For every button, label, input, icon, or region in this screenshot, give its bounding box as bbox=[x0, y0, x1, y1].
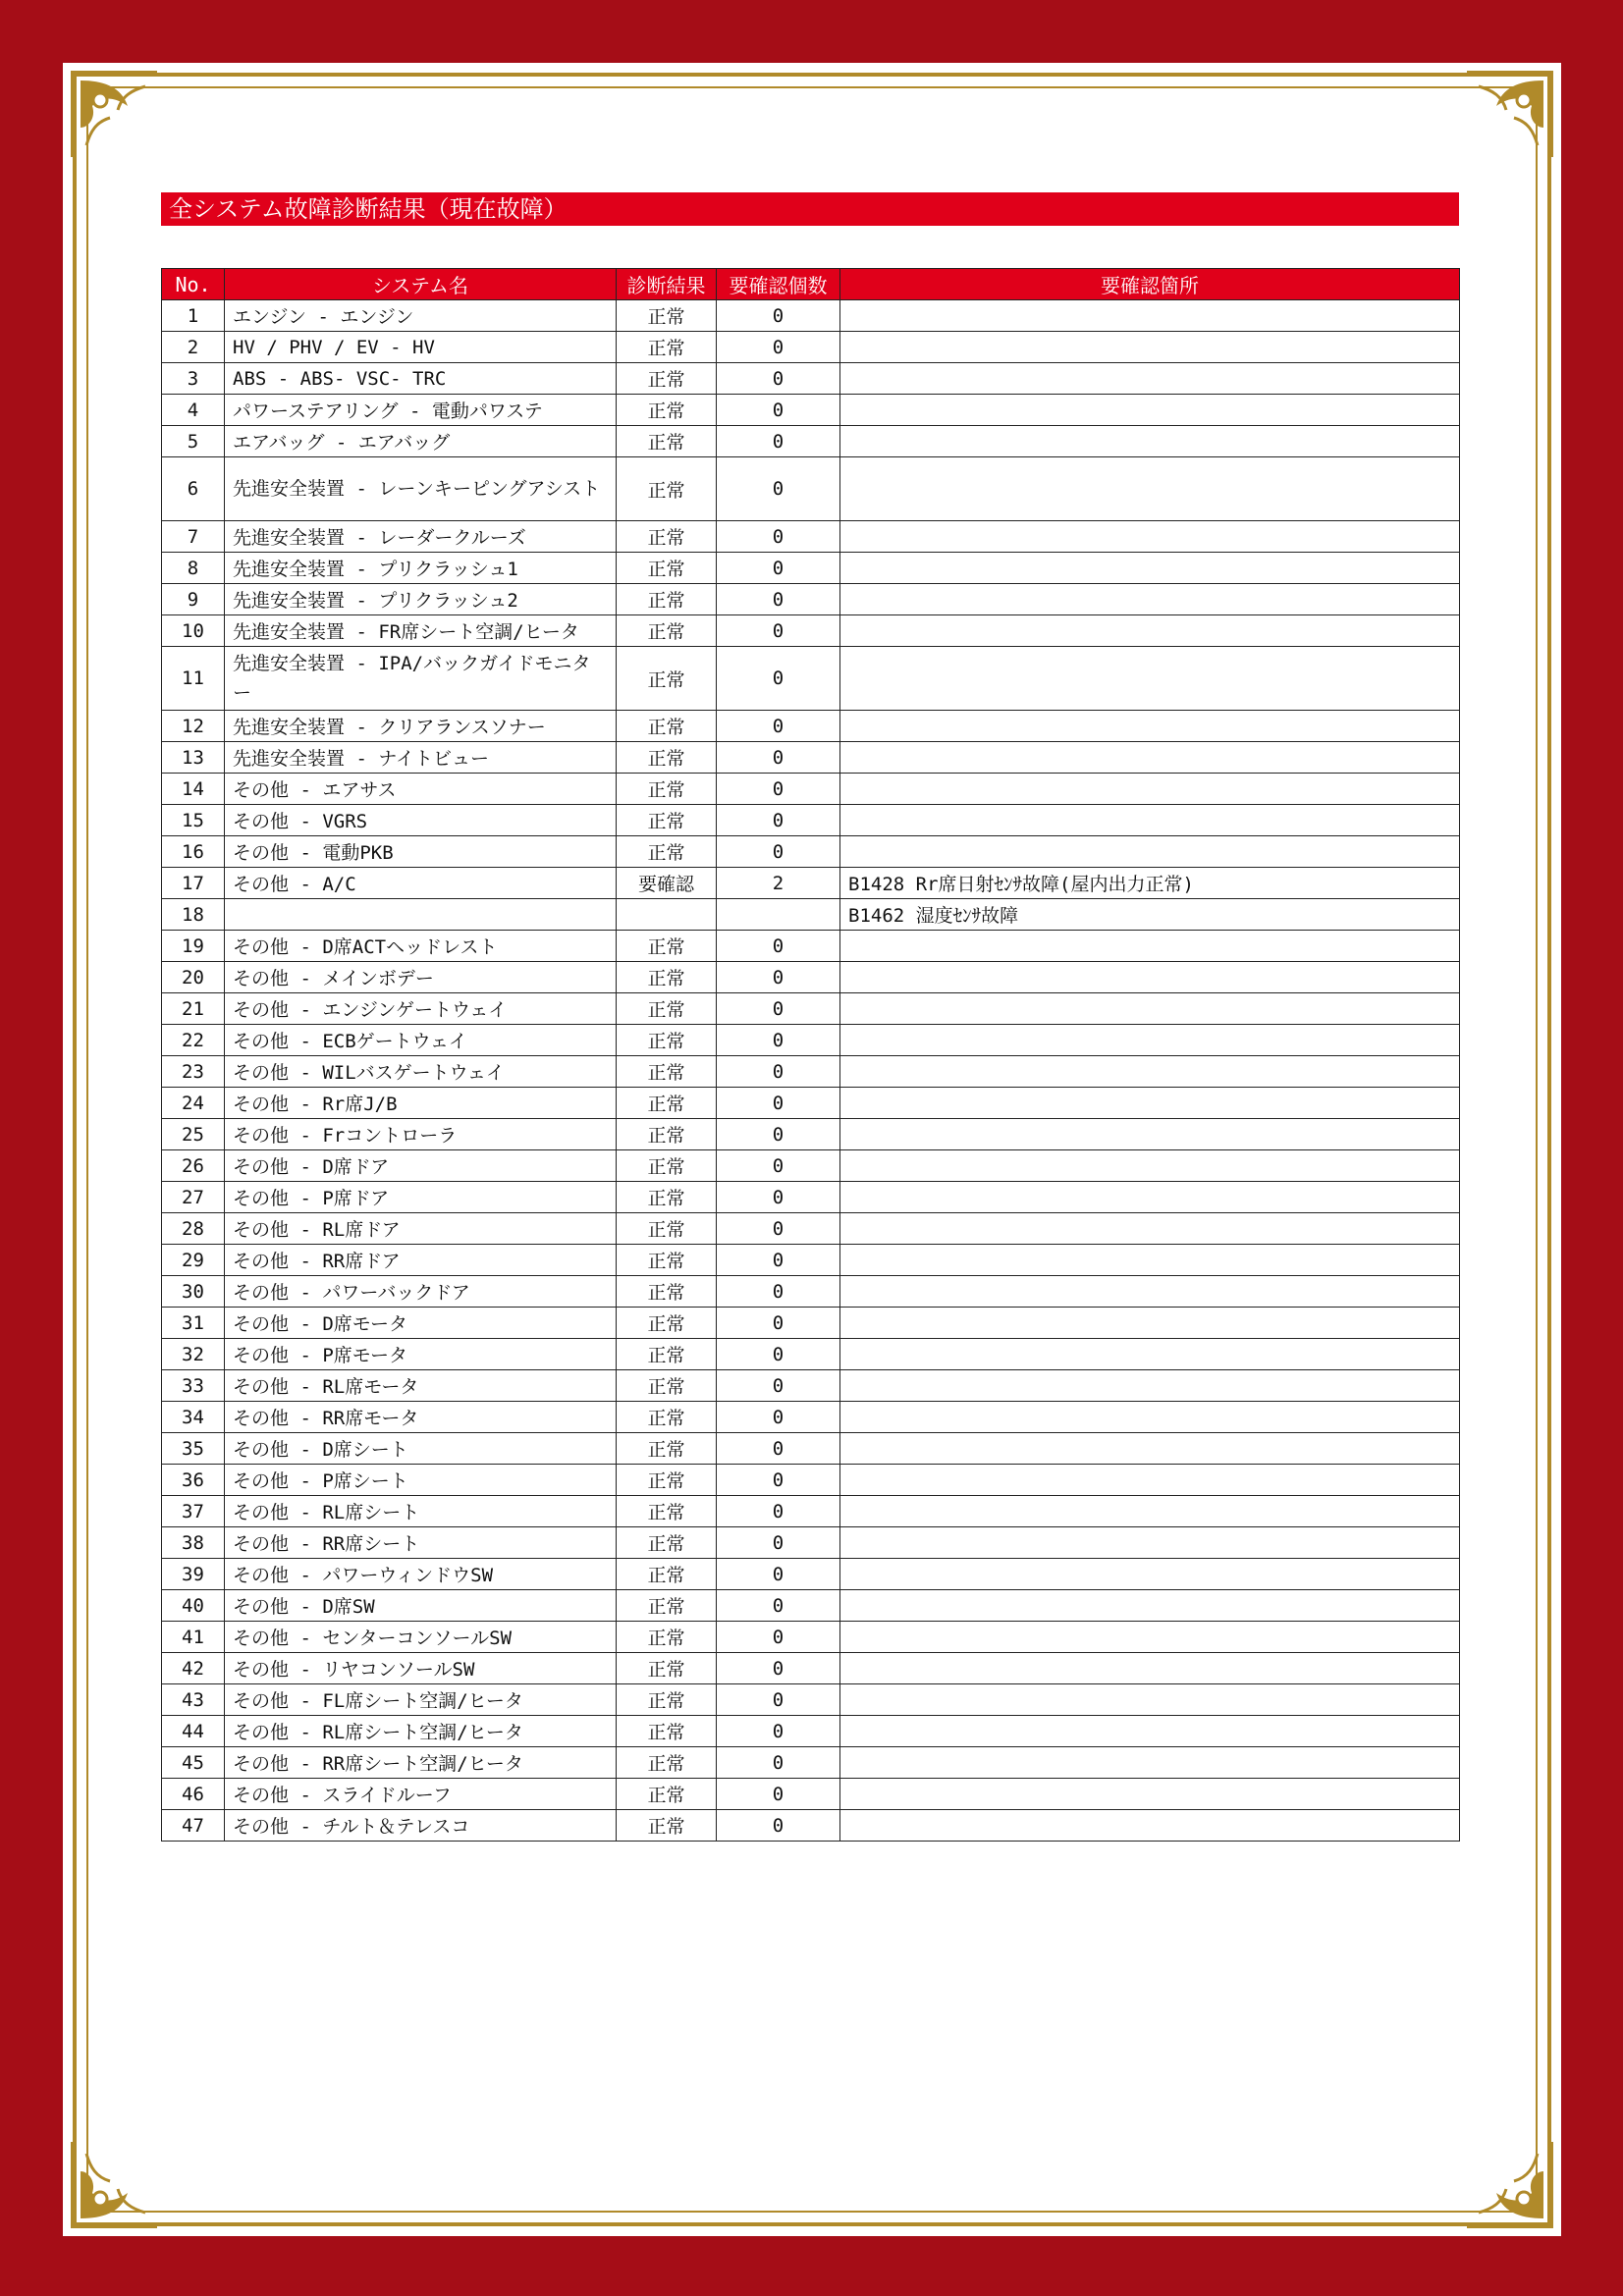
table-row bbox=[162, 1716, 1460, 1747]
cell-count: 0 bbox=[717, 521, 840, 553]
cell-detail bbox=[840, 1653, 1460, 1684]
cell-count: 0 bbox=[717, 1527, 840, 1559]
cell-result: 正常 bbox=[617, 774, 717, 805]
cell-count: 0 bbox=[717, 962, 840, 993]
cell-count: 0 bbox=[717, 457, 840, 521]
cell-system: HV / PHV / EV - HV bbox=[225, 332, 617, 363]
cell-detail bbox=[840, 805, 1460, 836]
table-row bbox=[162, 1150, 1460, 1182]
table-row bbox=[162, 332, 1460, 363]
cell-no: 8 bbox=[162, 553, 225, 584]
cell-detail bbox=[840, 993, 1460, 1025]
cell-detail bbox=[840, 1402, 1460, 1433]
cell-detail: B1428 Rr席日射ｾﾝｻ故障(屋内出力正常) bbox=[840, 868, 1460, 899]
table-body bbox=[162, 300, 1460, 1842]
cell-system: その他 - P席ドア bbox=[225, 1182, 617, 1213]
table-row bbox=[162, 1433, 1460, 1465]
header-count: 要確認個数 bbox=[717, 269, 840, 300]
table-row bbox=[162, 584, 1460, 615]
cell-result: 正常 bbox=[617, 993, 717, 1025]
cell-count: 0 bbox=[717, 931, 840, 962]
cell-system: その他 - センターコンソールSW bbox=[225, 1622, 617, 1653]
cell-count: 0 bbox=[717, 805, 840, 836]
cell-no: 16 bbox=[162, 836, 225, 868]
cell-no: 30 bbox=[162, 1276, 225, 1308]
cell-system: その他 - スライドルーフ bbox=[225, 1779, 617, 1810]
cell-result: 正常 bbox=[617, 1810, 717, 1842]
cell-count: 0 bbox=[717, 1308, 840, 1339]
cell-no: 28 bbox=[162, 1213, 225, 1245]
table-row bbox=[162, 1527, 1460, 1559]
table-row bbox=[162, 647, 1460, 711]
cell-system: 先進安全装置 - プリクラッシュ2 bbox=[225, 584, 617, 615]
table-row bbox=[162, 1622, 1460, 1653]
cell-result: 正常 bbox=[617, 1653, 717, 1684]
cell-no: 9 bbox=[162, 584, 225, 615]
cell-system: ABS - ABS- VSC- TRC bbox=[225, 363, 617, 395]
cell-count: 0 bbox=[717, 1025, 840, 1056]
cell-no: 39 bbox=[162, 1559, 225, 1590]
cell-result: 正常 bbox=[617, 363, 717, 395]
cell-system: その他 - RR席シート空調/ヒータ bbox=[225, 1747, 617, 1779]
cell-system: パワーステアリング - 電動パワステ bbox=[225, 395, 617, 426]
cell-system: その他 - RL席ドア bbox=[225, 1213, 617, 1245]
cell-no: 26 bbox=[162, 1150, 225, 1182]
cell-no: 15 bbox=[162, 805, 225, 836]
table-row bbox=[162, 1213, 1460, 1245]
cell-no: 36 bbox=[162, 1465, 225, 1496]
cell-no: 20 bbox=[162, 962, 225, 993]
cell-result: 正常 bbox=[617, 1747, 717, 1779]
table-row bbox=[162, 1119, 1460, 1150]
cell-detail bbox=[840, 395, 1460, 426]
table-row bbox=[162, 868, 1460, 899]
cell-count: 0 bbox=[717, 836, 840, 868]
cell-detail bbox=[840, 1779, 1460, 1810]
cell-no: 1 bbox=[162, 300, 225, 332]
cell-no: 23 bbox=[162, 1056, 225, 1088]
cell-detail bbox=[840, 1559, 1460, 1590]
cell-system: その他 - D席ドア bbox=[225, 1150, 617, 1182]
cell-detail: B1462 湿度ｾﾝｻ故障 bbox=[840, 899, 1460, 931]
cell-result: 正常 bbox=[617, 1527, 717, 1559]
cell-system: その他 - D席ACTヘッドレスト bbox=[225, 931, 617, 962]
cell-system: その他 - RL席シート bbox=[225, 1496, 617, 1527]
cell-no: 35 bbox=[162, 1433, 225, 1465]
cell-system: その他 - パワーウィンドウSW bbox=[225, 1559, 617, 1590]
cell-system: その他 - RL席モータ bbox=[225, 1370, 617, 1402]
table-row bbox=[162, 1810, 1460, 1842]
cell-system: その他 - VGRS bbox=[225, 805, 617, 836]
cell-count: 0 bbox=[717, 647, 840, 711]
cell-result: 正常 bbox=[617, 1276, 717, 1308]
table-row bbox=[162, 1402, 1460, 1433]
cell-system: その他 - ECBゲートウェイ bbox=[225, 1025, 617, 1056]
table-row bbox=[162, 553, 1460, 584]
cell-count: 0 bbox=[717, 1276, 840, 1308]
cell-detail bbox=[840, 1025, 1460, 1056]
table-row bbox=[162, 1496, 1460, 1527]
cell-detail bbox=[840, 1213, 1460, 1245]
cell-count: 0 bbox=[717, 1810, 840, 1842]
cell-count: 0 bbox=[717, 1590, 840, 1622]
cell-no: 33 bbox=[162, 1370, 225, 1402]
cell-detail bbox=[840, 553, 1460, 584]
cell-system: その他 - P席モータ bbox=[225, 1339, 617, 1370]
cell-detail bbox=[840, 774, 1460, 805]
cell-result: 正常 bbox=[617, 1590, 717, 1622]
cell-system: エンジン - エンジン bbox=[225, 300, 617, 332]
cell-result: 正常 bbox=[617, 1779, 717, 1810]
table-header-row bbox=[162, 269, 1460, 300]
cell-count: 0 bbox=[717, 1119, 840, 1150]
cell-detail bbox=[840, 962, 1460, 993]
cell-count: 0 bbox=[717, 1245, 840, 1276]
cell-result: 正常 bbox=[617, 457, 717, 521]
cell-system: その他 - P席シート bbox=[225, 1465, 617, 1496]
table-row bbox=[162, 742, 1460, 774]
table-row bbox=[162, 1747, 1460, 1779]
cell-detail bbox=[840, 300, 1460, 332]
cell-no: 22 bbox=[162, 1025, 225, 1056]
table-row bbox=[162, 457, 1460, 521]
table-row bbox=[162, 1339, 1460, 1370]
cell-no: 45 bbox=[162, 1747, 225, 1779]
cell-count: 0 bbox=[717, 1339, 840, 1370]
cell-count bbox=[717, 899, 840, 931]
cell-count: 0 bbox=[717, 584, 840, 615]
cell-detail bbox=[840, 1308, 1460, 1339]
cell-count: 0 bbox=[717, 742, 840, 774]
header-system: システム名 bbox=[225, 269, 617, 300]
cell-result: 正常 bbox=[617, 742, 717, 774]
cell-no: 34 bbox=[162, 1402, 225, 1433]
corner-ornament-icon bbox=[67, 67, 161, 161]
table-row bbox=[162, 931, 1460, 962]
table-row bbox=[162, 395, 1460, 426]
cell-detail bbox=[840, 615, 1460, 647]
cell-detail bbox=[840, 1684, 1460, 1716]
cell-system: その他 - RR席シート bbox=[225, 1527, 617, 1559]
cell-count: 0 bbox=[717, 1653, 840, 1684]
cell-result: 正常 bbox=[617, 300, 717, 332]
cell-result: 正常 bbox=[617, 553, 717, 584]
cell-result: 正常 bbox=[617, 1716, 717, 1747]
cell-system: その他 - リヤコンソールSW bbox=[225, 1653, 617, 1684]
cell-count: 0 bbox=[717, 711, 840, 742]
cell-count: 0 bbox=[717, 332, 840, 363]
cell-system: 先進安全装置 - FR席シート空調/ヒータ bbox=[225, 615, 617, 647]
cell-no: 38 bbox=[162, 1527, 225, 1559]
cell-count: 0 bbox=[717, 1213, 840, 1245]
cell-system: その他 - A/C bbox=[225, 868, 617, 899]
cell-detail bbox=[840, 742, 1460, 774]
cell-detail bbox=[840, 1339, 1460, 1370]
cell-result: 正常 bbox=[617, 1308, 717, 1339]
cell-count: 0 bbox=[717, 1465, 840, 1496]
cell-system: その他 - RL席シート空調/ヒータ bbox=[225, 1716, 617, 1747]
cell-system: その他 - D席SW bbox=[225, 1590, 617, 1622]
cell-count: 0 bbox=[717, 1684, 840, 1716]
cell-result: 正常 bbox=[617, 1150, 717, 1182]
table-row bbox=[162, 899, 1460, 931]
cell-count: 0 bbox=[717, 395, 840, 426]
cell-result: 正常 bbox=[617, 1370, 717, 1402]
cell-no: 12 bbox=[162, 711, 225, 742]
cell-detail bbox=[840, 584, 1460, 615]
cell-result: 正常 bbox=[617, 1056, 717, 1088]
cell-no: 18 bbox=[162, 899, 225, 931]
cell-detail bbox=[840, 1056, 1460, 1088]
table-row bbox=[162, 1308, 1460, 1339]
cell-detail bbox=[840, 1622, 1460, 1653]
cell-detail bbox=[840, 647, 1460, 711]
cell-result: 正常 bbox=[617, 426, 717, 457]
cell-detail bbox=[840, 457, 1460, 521]
cell-result: 要確認 bbox=[617, 868, 717, 899]
cell-no: 29 bbox=[162, 1245, 225, 1276]
cell-count: 0 bbox=[717, 1182, 840, 1213]
cell-system: その他 - エアサス bbox=[225, 774, 617, 805]
cell-no: 31 bbox=[162, 1308, 225, 1339]
cell-detail bbox=[840, 1496, 1460, 1527]
cell-result: 正常 bbox=[617, 1213, 717, 1245]
cell-result: 正常 bbox=[617, 1465, 717, 1496]
cell-system: 先進安全装置 - クリアランスソナー bbox=[225, 711, 617, 742]
cell-no: 17 bbox=[162, 868, 225, 899]
cell-detail bbox=[840, 711, 1460, 742]
cell-result: 正常 bbox=[617, 1622, 717, 1653]
cell-result: 正常 bbox=[617, 1402, 717, 1433]
cell-no: 27 bbox=[162, 1182, 225, 1213]
cell-count: 0 bbox=[717, 300, 840, 332]
cell-count: 0 bbox=[717, 1622, 840, 1653]
cell-system: その他 - FL席シート空調/ヒータ bbox=[225, 1684, 617, 1716]
cell-no: 44 bbox=[162, 1716, 225, 1747]
cell-system: 先進安全装置 - レーダークルーズ bbox=[225, 521, 617, 553]
table-row bbox=[162, 1653, 1460, 1684]
cell-result: 正常 bbox=[617, 836, 717, 868]
cell-result: 正常 bbox=[617, 805, 717, 836]
cell-result: 正常 bbox=[617, 1433, 717, 1465]
cell-no: 2 bbox=[162, 332, 225, 363]
header-result: 診断結果 bbox=[617, 269, 717, 300]
table-row bbox=[162, 615, 1460, 647]
cell-system: エアバッグ - エアバッグ bbox=[225, 426, 617, 457]
table-row bbox=[162, 836, 1460, 868]
cell-detail bbox=[840, 1088, 1460, 1119]
cell-system: その他 - WILバスゲートウェイ bbox=[225, 1056, 617, 1088]
cell-detail bbox=[840, 1527, 1460, 1559]
cell-no: 41 bbox=[162, 1622, 225, 1653]
header-detail: 要確認箇所 bbox=[840, 269, 1460, 300]
table-row bbox=[162, 1370, 1460, 1402]
table-row bbox=[162, 1559, 1460, 1590]
cell-system: その他 - メインボデー bbox=[225, 962, 617, 993]
table-row bbox=[162, 1025, 1460, 1056]
cell-system: その他 - チルト＆テレスコ bbox=[225, 1810, 617, 1842]
cell-count: 0 bbox=[717, 1716, 840, 1747]
cell-no: 42 bbox=[162, 1653, 225, 1684]
cell-detail bbox=[840, 1747, 1460, 1779]
cell-no: 24 bbox=[162, 1088, 225, 1119]
table-row bbox=[162, 1684, 1460, 1716]
cell-detail bbox=[840, 1716, 1460, 1747]
cell-detail bbox=[840, 426, 1460, 457]
cell-result: 正常 bbox=[617, 615, 717, 647]
cell-count: 0 bbox=[717, 1402, 840, 1433]
cell-count: 0 bbox=[717, 774, 840, 805]
cell-no: 32 bbox=[162, 1339, 225, 1370]
cell-result: 正常 bbox=[617, 647, 717, 711]
cell-system: 先進安全装置 - レーンキーピングアシスト bbox=[225, 457, 617, 521]
cell-system: その他 - D席シート bbox=[225, 1433, 617, 1465]
cell-count: 0 bbox=[717, 1056, 840, 1088]
cell-detail bbox=[840, 1370, 1460, 1402]
cell-no: 14 bbox=[162, 774, 225, 805]
cell-detail bbox=[840, 363, 1460, 395]
cell-result: 正常 bbox=[617, 1025, 717, 1056]
cell-system: その他 - エンジンゲートウェイ bbox=[225, 993, 617, 1025]
cell-result: 正常 bbox=[617, 1496, 717, 1527]
cell-no: 11 bbox=[162, 647, 225, 711]
cell-count: 0 bbox=[717, 615, 840, 647]
cell-detail bbox=[840, 1276, 1460, 1308]
cell-result: 正常 bbox=[617, 1182, 717, 1213]
cell-count: 0 bbox=[717, 1150, 840, 1182]
table-row bbox=[162, 711, 1460, 742]
diagnosis-table bbox=[161, 268, 1460, 1842]
cell-result: 正常 bbox=[617, 1684, 717, 1716]
cell-count: 0 bbox=[717, 426, 840, 457]
cell-detail bbox=[840, 1150, 1460, 1182]
table-row bbox=[162, 1056, 1460, 1088]
cell-count: 0 bbox=[717, 1370, 840, 1402]
table-row bbox=[162, 1590, 1460, 1622]
table-row bbox=[162, 774, 1460, 805]
cell-detail bbox=[840, 931, 1460, 962]
table-row bbox=[162, 805, 1460, 836]
cell-system: 先進安全装置 - ナイトビュー bbox=[225, 742, 617, 774]
cell-count: 0 bbox=[717, 363, 840, 395]
cell-no: 10 bbox=[162, 615, 225, 647]
cell-no: 46 bbox=[162, 1779, 225, 1810]
cell-result: 正常 bbox=[617, 711, 717, 742]
cell-no: 6 bbox=[162, 457, 225, 521]
cell-count: 0 bbox=[717, 553, 840, 584]
cell-count: 0 bbox=[717, 1559, 840, 1590]
cell-detail bbox=[840, 1465, 1460, 1496]
cell-detail bbox=[840, 836, 1460, 868]
table-row bbox=[162, 962, 1460, 993]
cell-count: 0 bbox=[717, 1433, 840, 1465]
table-row bbox=[162, 1465, 1460, 1496]
cell-detail bbox=[840, 521, 1460, 553]
cell-result: 正常 bbox=[617, 1339, 717, 1370]
cell-result: 正常 bbox=[617, 1559, 717, 1590]
cell-detail bbox=[840, 1590, 1460, 1622]
cell-detail bbox=[840, 1810, 1460, 1842]
cell-no: 13 bbox=[162, 742, 225, 774]
cell-result: 正常 bbox=[617, 584, 717, 615]
table-row bbox=[162, 521, 1460, 553]
cell-system: その他 - RR席モータ bbox=[225, 1402, 617, 1433]
cell-count: 0 bbox=[717, 1088, 840, 1119]
cell-system: その他 - Frコントローラ bbox=[225, 1119, 617, 1150]
page-title: 全システム故障診断結果（現在故障） bbox=[161, 192, 1459, 226]
cell-result: 正常 bbox=[617, 931, 717, 962]
cell-no: 43 bbox=[162, 1684, 225, 1716]
table-row bbox=[162, 300, 1460, 332]
cell-detail bbox=[840, 1182, 1460, 1213]
cell-result: 正常 bbox=[617, 1245, 717, 1276]
cell-count: 2 bbox=[717, 868, 840, 899]
cell-no: 47 bbox=[162, 1810, 225, 1842]
table-row bbox=[162, 363, 1460, 395]
corner-ornament-icon bbox=[67, 2138, 161, 2232]
cell-no: 37 bbox=[162, 1496, 225, 1527]
corner-ornament-icon bbox=[1463, 2138, 1557, 2232]
cell-result: 正常 bbox=[617, 332, 717, 363]
cell-result bbox=[617, 899, 717, 931]
cell-no: 3 bbox=[162, 363, 225, 395]
table-row bbox=[162, 993, 1460, 1025]
cell-result: 正常 bbox=[617, 521, 717, 553]
table-row bbox=[162, 1182, 1460, 1213]
cell-no: 21 bbox=[162, 993, 225, 1025]
cell-no: 19 bbox=[162, 931, 225, 962]
cell-system: その他 - パワーバックドア bbox=[225, 1276, 617, 1308]
cell-count: 0 bbox=[717, 993, 840, 1025]
table-row bbox=[162, 1276, 1460, 1308]
cell-detail bbox=[840, 1433, 1460, 1465]
cell-system: その他 - RR席ドア bbox=[225, 1245, 617, 1276]
header-no: No. bbox=[162, 269, 225, 300]
corner-ornament-icon bbox=[1463, 67, 1557, 161]
table-row bbox=[162, 1088, 1460, 1119]
cell-detail bbox=[840, 1245, 1460, 1276]
cell-no: 5 bbox=[162, 426, 225, 457]
cell-no: 25 bbox=[162, 1119, 225, 1150]
cell-count: 0 bbox=[717, 1747, 840, 1779]
cell-no: 7 bbox=[162, 521, 225, 553]
cell-system: その他 - D席モータ bbox=[225, 1308, 617, 1339]
table-row bbox=[162, 1245, 1460, 1276]
cell-result: 正常 bbox=[617, 1088, 717, 1119]
cell-result: 正常 bbox=[617, 962, 717, 993]
cell-count: 0 bbox=[717, 1779, 840, 1810]
document-page bbox=[63, 63, 1561, 2236]
cell-no: 4 bbox=[162, 395, 225, 426]
table-row bbox=[162, 1779, 1460, 1810]
cell-system bbox=[225, 899, 617, 931]
cell-no: 40 bbox=[162, 1590, 225, 1622]
cell-system: その他 - 電動PKB bbox=[225, 836, 617, 868]
cell-system: その他 - Rr席J/B bbox=[225, 1088, 617, 1119]
cell-system: 先進安全装置 - IPA/バックガイドモニター bbox=[225, 647, 617, 711]
table-row bbox=[162, 426, 1460, 457]
cell-detail bbox=[840, 332, 1460, 363]
cell-count: 0 bbox=[717, 1496, 840, 1527]
cell-system: 先進安全装置 - プリクラッシュ1 bbox=[225, 553, 617, 584]
cell-result: 正常 bbox=[617, 395, 717, 426]
cell-detail bbox=[840, 1119, 1460, 1150]
cell-result: 正常 bbox=[617, 1119, 717, 1150]
